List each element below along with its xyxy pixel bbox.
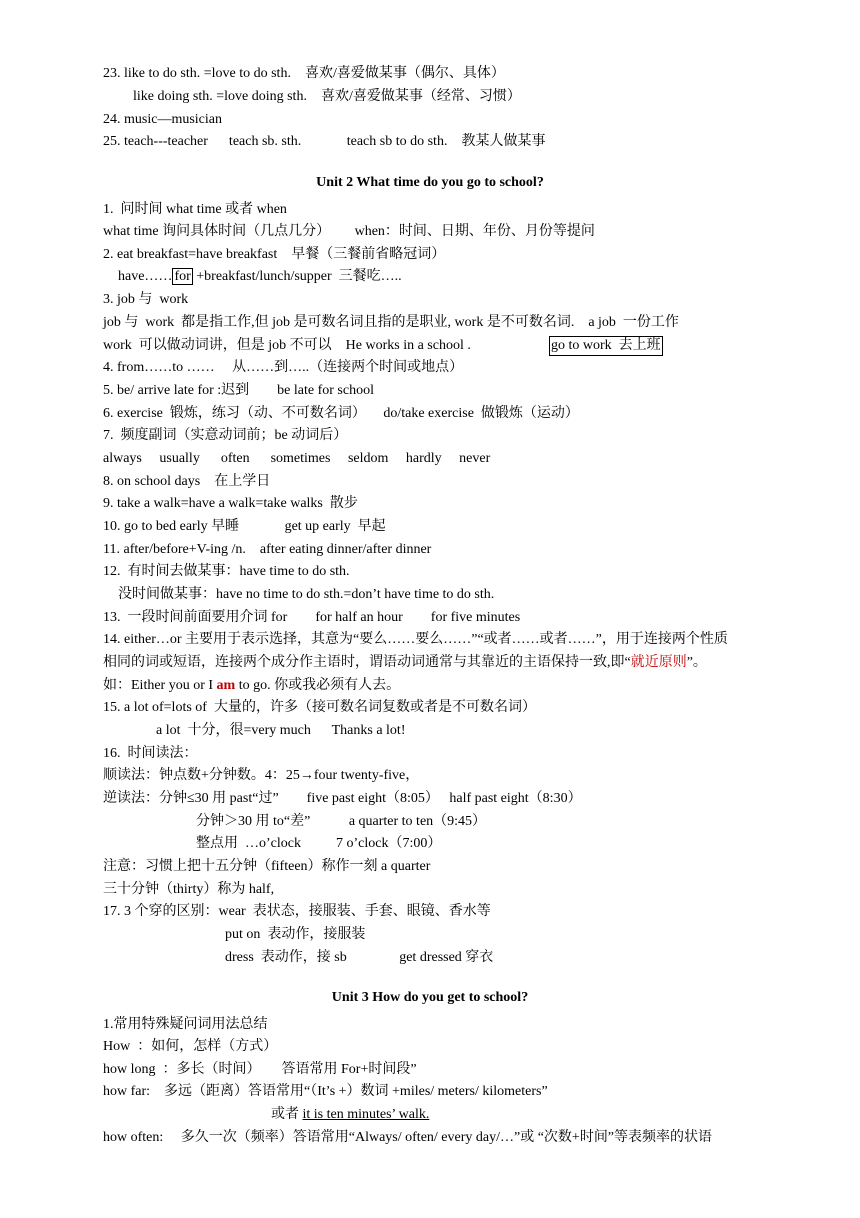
u2-item-16-line-2: 顺读法：钟点数+分钟数。4：25→four twenty-five，: [103, 768, 420, 783]
u2-item-1-line-1: 1. 问时间 what time 或者 when: [103, 202, 287, 217]
u3-how-far: how far: 多远（距离）答语常用“（It’s +）数词 +miles/ meters/ kilometers”: [103, 1084, 548, 1099]
u2-item-16-line-4: 分钟＞30 用 to“差” a quarter to ten（9:45）: [196, 814, 487, 829]
u2-item-5: 5. be/ arrive late for :迟到 be late for school: [103, 383, 374, 398]
u2-item-14-line-1: 14. either…or 主要用于表示选择，其意为“要么……要么……”“或者……或者……”，用于连接两个性质: [103, 632, 728, 647]
underlined-example: it is ten minutes’ walk.: [302, 1107, 430, 1122]
u2-item-16-line-7: 三十分钟（thirty）称为 half,: [103, 882, 275, 897]
u2-item-15-line-1: 15. a lot of=lots of 大量的，许多（接可数名词复数或者是不可数名词）: [103, 700, 536, 715]
text-segment: 或者: [271, 1107, 303, 1122]
u2-item-4: 4. from……to …… 从……到…..（连接两个时间或地点）: [103, 360, 464, 375]
text-segment: 相同的词或短语，连接两个成分作主语时，谓语动词通常与其靠近的主语保持一致,即“: [103, 655, 631, 670]
u2-item-9: 9. take a walk=have a walk=take walks 散步: [103, 496, 358, 511]
item-23-line-2: like doing sth. =love doing sth. 喜欢/喜爱做某事（经常、习惯）: [133, 89, 521, 104]
highlight-am: am: [216, 678, 236, 693]
text-segment: to go. 你或我必须有人去。: [235, 678, 401, 693]
u2-item-15-line-2: a lot 十分，很=very much Thanks a lot!: [156, 723, 406, 738]
text-segment: 如：Either you or I: [103, 678, 217, 693]
highlight-red: 就近原则: [630, 655, 687, 670]
unit-3-title: Unit 3 How do you get to school?: [331, 990, 529, 1005]
u3-item-1: 1.常用特殊疑问词用法总结: [103, 1017, 268, 1032]
u2-item-16-line-5: 整点用 …o’clock 7 o’clock（7:00）: [196, 836, 442, 851]
u3-how-far-alt: [271, 1106, 429, 1124]
item-23-line-1: 23. like to do sth. =love to do sth. 喜欢/喜爱做某事（偶尔、具体）: [103, 66, 505, 81]
item-24: 24. music—musician: [103, 112, 222, 127]
u2-item-16-line-3: 逆读法：分钟≤30 用 past“过” five past eight（8:05） half past eight（8:30）: [103, 791, 582, 806]
text-segment: +breakfast/lunch/supper 三餐吃…..: [192, 269, 402, 284]
boxed-for: for: [174, 269, 191, 284]
u2-item-3-line-3: work 可以做动词讲，但是 job 不可以 He works in a school .: [103, 338, 471, 353]
u2-item-13: 13. 一段时间前面要用介词 for for half an hour for five minutes: [103, 610, 521, 625]
u2-item-12-line-2: 没时间做某事：have no time to do sth.=don’t have time to do sth.: [118, 587, 495, 602]
u2-item-3-line-1: 3. job 与 work: [103, 292, 189, 307]
u3-how: How ：如何，怎样（方式）: [103, 1039, 278, 1054]
boxed-go-to-work: go to work 去上班: [549, 336, 663, 356]
u2-item-17-line-3: dress 表动作，接 sb get dressed 穿衣: [225, 950, 494, 965]
u2-item-7-line-1: 7. 频度副词（实意动词前；be 动词后）: [103, 428, 348, 443]
u2-item-14-line-3: [103, 677, 400, 695]
u2-item-14-line-2: [103, 654, 707, 672]
item-25: 25. teach---teacher teach sb. sth. teach sb to do sth. 教某人做某事: [103, 134, 546, 149]
u2-item-16-line-1: 16. 时间读法：: [103, 746, 198, 761]
text-segment: ”。: [686, 655, 707, 670]
unit-2-title: Unit 2 What time do you go to school?: [316, 175, 544, 190]
u2-item-2-line-1: 2. eat breakfast=have breakfast 早餐（三餐前省略冠词）: [103, 247, 446, 262]
u2-item-7-line-2: always usually often sometimes seldom hardly never: [103, 451, 491, 466]
u2-item-1-line-2: what time 询问具体时间（几点几分） when：时间、日期、年份、月份等提问: [103, 224, 595, 239]
u2-item-11: 11. after/before+V-ing /n. after eating dinner/after dinner: [103, 542, 432, 557]
u2-item-8: 8. on school days 在上学日: [103, 474, 271, 489]
u3-how-often: how often: 多久一次（频率）答语常用“Always/ often/ every day/…”或 “次数+时间”等表频率的状语: [103, 1130, 713, 1145]
u2-item-2-line-2: [118, 268, 402, 286]
u3-how-long: how long ：多长（时间） 答语常用 For+时间段”: [103, 1062, 417, 1077]
u2-item-3-line-2: job 与 work 都是指工作,但 job 是可数名词且指的是职业, work 是不可数名词. a job 一份工作: [103, 315, 679, 330]
u2-item-12-line-1: 12. 有时间去做某事：have time to do sth.: [103, 564, 350, 579]
u2-item-16-line-6: 注意：习惯上把十五分钟（fifteen）称作一刻 a quarter: [103, 859, 431, 874]
u2-item-10: 10. go to bed early 早睡 get up early 早起: [103, 519, 386, 534]
u2-item-17-line-2: put on 表动作，接服装: [225, 927, 366, 942]
text-segment: have……: [118, 269, 173, 284]
u2-item-6: 6. exercise 锻炼，练习（动、不可数名词） do/take exercise 做锻炼（运动）: [103, 406, 579, 421]
u2-item-17-line-1: 17. 3 个穿的区别：wear 表状态，接服装、手套、眼镜、香水等: [103, 904, 491, 919]
